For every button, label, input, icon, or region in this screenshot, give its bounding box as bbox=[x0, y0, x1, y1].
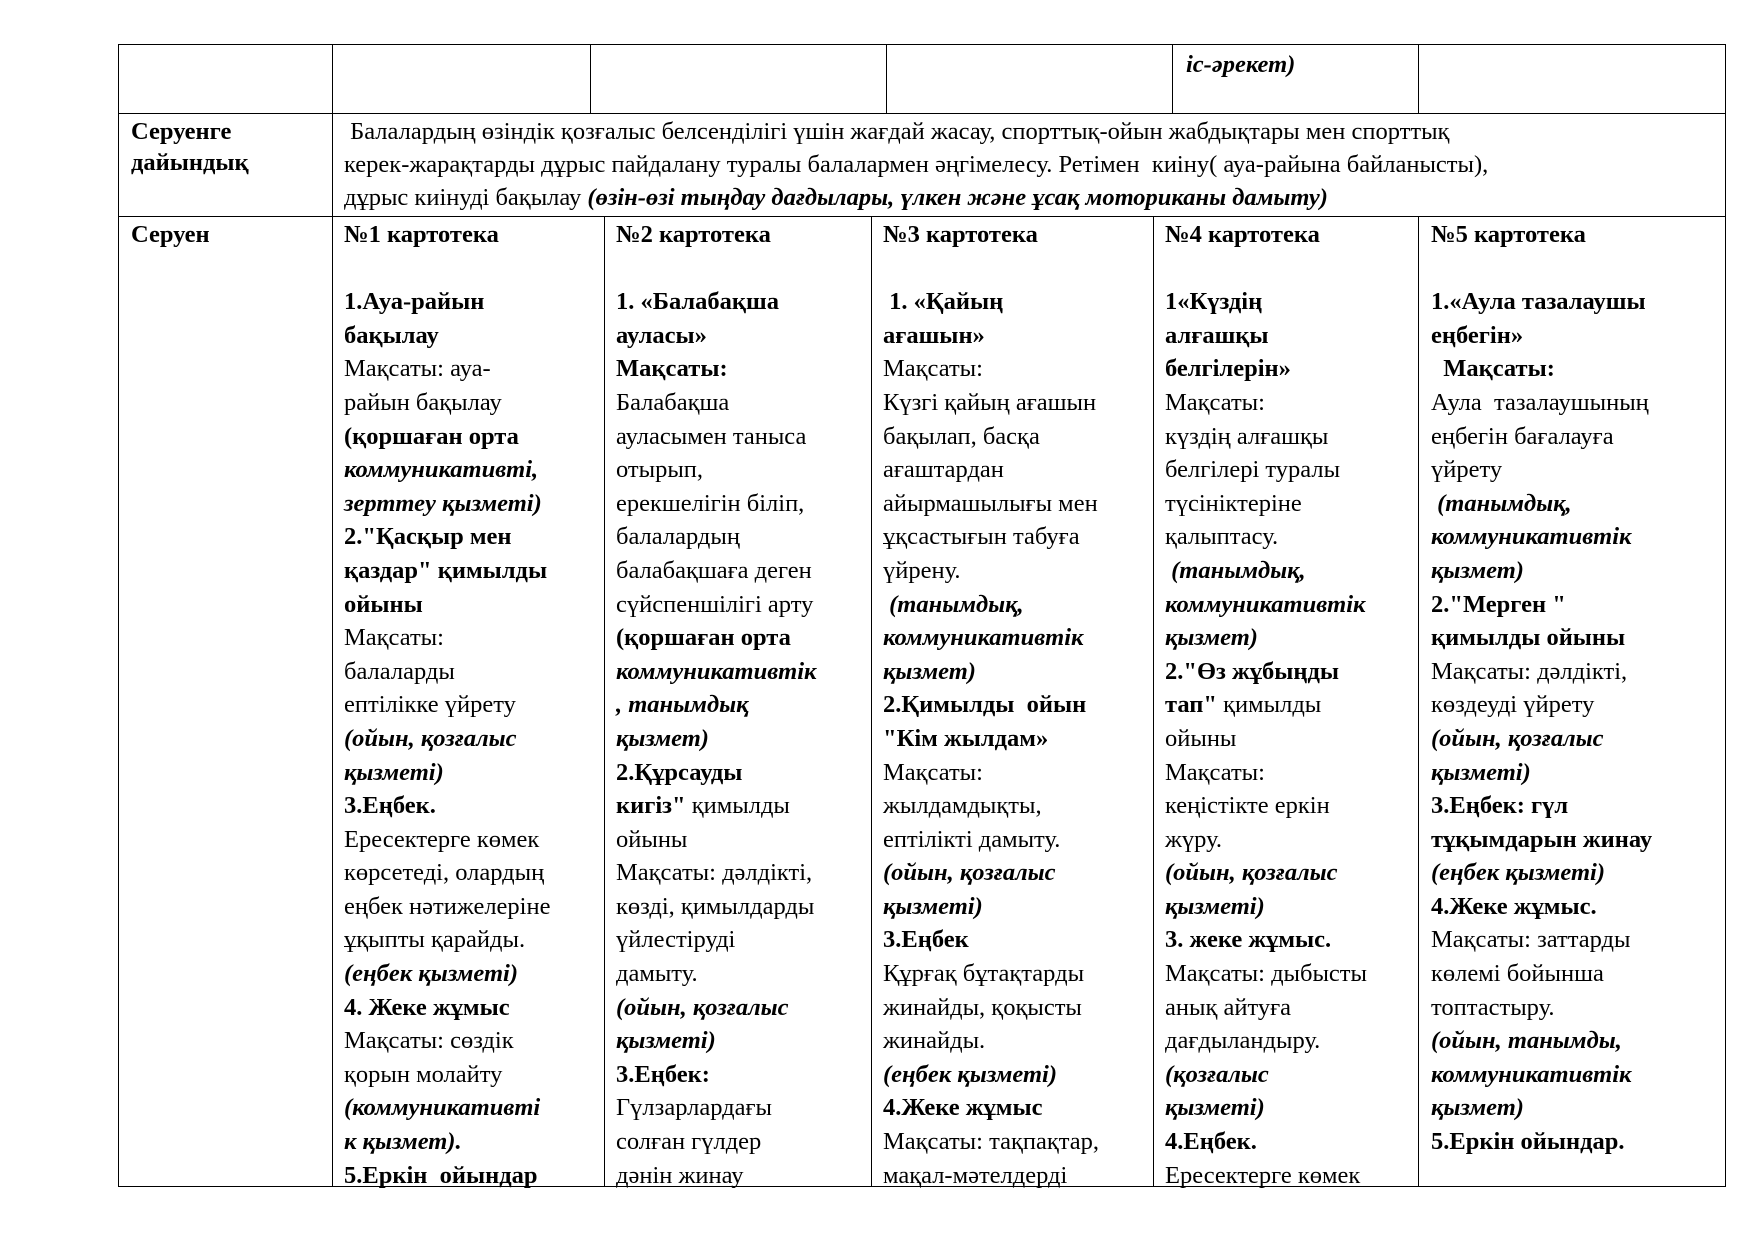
text-line: 1«Күздің bbox=[1165, 288, 1263, 316]
kartoteka-header: №5 картотека bbox=[1431, 221, 1586, 248]
text-line: жинайды, қоқысты bbox=[883, 993, 1082, 1021]
text-line: (коммуникативті bbox=[344, 1094, 541, 1122]
row1-label-line1: Серуенге bbox=[131, 118, 232, 145]
text-line: дағдыландыру. bbox=[1165, 1027, 1321, 1055]
text-line: үйрену. bbox=[883, 556, 961, 584]
row1-text-line1: Балалардың өзіндік қозғалыс белсенділігі үшін жағдай жасау, спорттық-ойын жабдықтары мен спорттық bbox=[344, 118, 1450, 145]
text-line: к қызмет). bbox=[344, 1128, 462, 1156]
blank-line bbox=[1165, 252, 1367, 286]
text-line: коммуникативті, bbox=[344, 456, 539, 484]
text-line: 3. жеке жұмыс. bbox=[1165, 926, 1332, 954]
text-line: 2."Өз жұбыңды bbox=[1165, 657, 1340, 685]
text-line: топтастыру. bbox=[1431, 993, 1555, 1021]
text-line: (ойын, қозғалыс bbox=[1431, 724, 1604, 752]
text-line: 4.Жеке жұмыс. bbox=[1431, 892, 1597, 920]
text-line: мақал-мәтелдерді bbox=[883, 1161, 1068, 1189]
text-line: 2.Қимылды ойын bbox=[883, 691, 1087, 719]
blank-line bbox=[1431, 252, 1652, 286]
text-line: Құрғақ бұтақтарды bbox=[883, 960, 1085, 988]
text-line: 1. «Қайың bbox=[883, 288, 1004, 316]
kartoteka-header: №1 картотека bbox=[344, 221, 499, 248]
text-line: бақылау bbox=[344, 321, 439, 349]
text-line: ойыны bbox=[616, 825, 688, 853]
text-line: Мақсаты: сөздік bbox=[344, 1027, 514, 1055]
row1-text-line2: керек-жарақтарды дұрыс пайдалану туралы балалармен әңгімелесу. Ретімен киіну( ауа-райына байланысты), bbox=[344, 151, 1489, 178]
text-line: (танымдық, bbox=[883, 590, 1024, 618]
text-line: қызметі) bbox=[1165, 892, 1265, 920]
text-line: Гүлзарлардағы bbox=[616, 1094, 772, 1122]
text-line: 1.Ауа-райын bbox=[344, 288, 485, 316]
text-line: коммуникативтік bbox=[883, 624, 1084, 652]
text-line: жүру. bbox=[1165, 825, 1223, 853]
text-line: балаларды bbox=[344, 657, 455, 685]
text-line: 2."Мерген " bbox=[1431, 590, 1566, 618]
text-line: (еңбек қызметі) bbox=[344, 960, 519, 988]
text-line: бақылап, басқа bbox=[883, 422, 1040, 450]
text-line: қызмет) bbox=[1431, 1094, 1524, 1122]
text-line: Мақсаты: bbox=[1165, 388, 1265, 416]
text-line: белгілерін» bbox=[1165, 355, 1291, 383]
blank-line bbox=[883, 252, 1099, 286]
text-line: Мақсаты: тақпақтар, bbox=[883, 1128, 1100, 1156]
text-line: қызметі) bbox=[1431, 758, 1531, 786]
row1-text-line3-emphasis: (өзін-өзі тыңдау дағдылары, үлкен және ұсақ моториканы дамыту) bbox=[587, 184, 1328, 211]
blank-line bbox=[616, 252, 816, 286]
text-line: Мақсаты: bbox=[883, 758, 983, 786]
text-line: қаздар" қимылды bbox=[344, 556, 548, 584]
text-line: айырмашылығы мен bbox=[883, 489, 1098, 517]
text-line: коммуникативтік bbox=[616, 657, 817, 685]
text-line: коммуникативтік bbox=[1431, 1060, 1632, 1088]
kartoteka-header: №3 картотека bbox=[883, 221, 1038, 248]
text-line: Мақсаты: дыбысты bbox=[1165, 960, 1367, 988]
text-line: 3.Еңбек: гүл bbox=[1431, 792, 1569, 820]
text-line: 2."Қасқыр мен bbox=[344, 523, 512, 551]
text-line: алғашқы bbox=[1165, 321, 1269, 349]
text-line: балабақшаға деген bbox=[616, 556, 812, 584]
row1-label-line2: дайындық bbox=[131, 149, 249, 176]
text-line: райын бақылау bbox=[344, 388, 502, 416]
text-line: қимылды ойыны bbox=[1431, 624, 1626, 652]
text-line: (танымдық, bbox=[1165, 556, 1306, 584]
text-line: коммуникативтік bbox=[1431, 523, 1632, 551]
text-line-normal-part: қимылды bbox=[685, 792, 790, 820]
text-line: 2.Құрсауды bbox=[616, 758, 743, 786]
text-line: көзді, қимылдарды bbox=[616, 892, 815, 920]
text-line: ерекшелігін біліп, bbox=[616, 489, 805, 517]
text-line: үйлестіруді bbox=[616, 926, 736, 954]
text-line: Аула тазалаушының bbox=[1431, 388, 1649, 416]
text-line: қызметі) bbox=[883, 892, 983, 920]
text-line: коммуникативтік bbox=[1165, 590, 1366, 618]
text-line: жылдамдықты, bbox=[883, 792, 1042, 820]
text-line bbox=[616, 789, 816, 823]
text-line: ұқыпты қарайды. bbox=[344, 926, 526, 954]
text-line: (ойын, қозғалыс bbox=[344, 724, 517, 752]
text-line: Мақсаты: ауа- bbox=[344, 355, 491, 383]
text-line: отырып, bbox=[616, 456, 704, 484]
text-line: 3.Еңбек. bbox=[344, 792, 436, 820]
text-line: (еңбек қызметі) bbox=[1431, 859, 1606, 887]
text-line: 1.«Аула тазалаушы bbox=[1431, 288, 1646, 316]
text-line: тұқымдарын жинау bbox=[1431, 825, 1653, 853]
text-line: ауласымен таныса bbox=[616, 422, 807, 450]
text-line: қорын молайту bbox=[344, 1060, 503, 1088]
text-line: сүйспеншілігі арту bbox=[616, 590, 814, 618]
kartoteka-header: №2 картотека bbox=[616, 221, 771, 248]
text-line: дәнін жинау bbox=[616, 1161, 744, 1189]
text-line: қалыптасу. bbox=[1165, 523, 1279, 551]
text-line-normal-part: қимылды bbox=[1216, 691, 1322, 719]
text-line: дамыту. bbox=[616, 960, 698, 988]
text-line: қызметі) bbox=[1165, 1094, 1265, 1122]
text-line-bold-part: тап" bbox=[1165, 691, 1217, 719]
text-line: Мақсаты: bbox=[883, 355, 983, 383]
text-line: (танымдық, bbox=[1431, 489, 1572, 517]
text-line-bold-part: кигіз" bbox=[616, 792, 686, 820]
text-line: (ойын, қозғалыс bbox=[1165, 859, 1338, 887]
text-line: Мақсаты: bbox=[344, 624, 444, 652]
text-line: көрсетеді, олардың bbox=[344, 859, 545, 887]
text-line: анық айтуға bbox=[1165, 993, 1292, 1021]
kartoteka-column-4 bbox=[1165, 218, 1367, 1192]
text-line: жинайды. bbox=[883, 1027, 986, 1055]
text-line: Мақсаты: дәлдікті, bbox=[616, 859, 813, 887]
text-line: күздің алғашқы bbox=[1165, 422, 1329, 450]
text-line: еңбегін» bbox=[1431, 321, 1524, 349]
text-line: ойыны bbox=[1165, 724, 1237, 752]
row0-col4-text: іс-әрекет) bbox=[1186, 51, 1296, 78]
text-line: (ойын, қозғалыс bbox=[616, 993, 789, 1021]
text-line: ауласы» bbox=[616, 321, 707, 349]
text-line: "Кім жылдам» bbox=[883, 724, 1049, 752]
text-line: ағашын» bbox=[883, 321, 985, 349]
text-line: балалардың bbox=[616, 523, 740, 551]
text-line: көздеуді үйрету bbox=[1431, 691, 1595, 719]
text-line: (еңбек қызметі) bbox=[883, 1060, 1058, 1088]
text-line: Күзгі қайың ағашын bbox=[883, 388, 1097, 416]
text-line: 5.Еркін ойындар. bbox=[1431, 1128, 1625, 1156]
kartoteka-column-2 bbox=[616, 218, 816, 1192]
row1-text-line3-normal: дұрыс киінуді бақылау bbox=[344, 184, 588, 211]
text-line: қызмет) bbox=[616, 724, 709, 752]
kartoteka-column-3 bbox=[883, 218, 1099, 1192]
text-line: қызмет) bbox=[1165, 624, 1258, 652]
text-line: (ойын, танымды, bbox=[1431, 1027, 1622, 1055]
text-line: 1. «Балабақша bbox=[616, 288, 779, 316]
row2-label: Серуен bbox=[131, 221, 210, 248]
kartoteka-column-5 bbox=[1431, 218, 1652, 1159]
text-line: солған гүлдер bbox=[616, 1128, 762, 1156]
kartoteka-header: №4 картотека bbox=[1165, 221, 1320, 248]
text-line: Балабақша bbox=[616, 388, 730, 416]
text-line: (қозғалыс bbox=[1165, 1060, 1269, 1088]
text-line: еңбек нәтижелеріне bbox=[344, 892, 551, 920]
text-line: қызмет) bbox=[1431, 556, 1524, 584]
kartoteka-column-1 bbox=[344, 218, 550, 1192]
text-line: Ересектерге көмек bbox=[1165, 1161, 1361, 1189]
text-line: 3.Еңбек: bbox=[616, 1060, 710, 1088]
text-line: Мақсаты: заттарды bbox=[1431, 926, 1631, 954]
text-line: қызмет) bbox=[883, 657, 976, 685]
text-line: 4.Еңбек. bbox=[1165, 1128, 1257, 1156]
text-line: , танымдық bbox=[616, 691, 749, 719]
text-line: еңбегін бағалауға bbox=[1431, 422, 1614, 450]
text-line: (ойын, қозғалыс bbox=[883, 859, 1056, 887]
text-line: қызметі) bbox=[344, 758, 444, 786]
text-line: зерттеу қызметі) bbox=[344, 489, 542, 517]
text-line: көлемі бойынша bbox=[1431, 960, 1604, 988]
blank-line bbox=[344, 252, 550, 286]
text-line: қызметі) bbox=[616, 1027, 716, 1055]
text-line: Мақсаты: bbox=[1431, 355, 1555, 383]
text-line: Мақсаты: bbox=[616, 355, 728, 383]
text-line: (қоршаған орта bbox=[616, 624, 791, 652]
text-line: кеңістікте еркін bbox=[1165, 792, 1330, 820]
text-line: ұқсастығын табуға bbox=[883, 523, 1080, 551]
text-line: (қоршаған орта bbox=[344, 422, 519, 450]
text-line: 4.Жеке жұмыс bbox=[883, 1094, 1043, 1122]
text-line: 3.Еңбек bbox=[883, 926, 969, 954]
text-line: ойыны bbox=[344, 590, 423, 618]
row1-text-line3 bbox=[344, 183, 1328, 213]
text-line: Мақсаты: bbox=[1165, 758, 1265, 786]
text-line: Мақсаты: дәлдікті, bbox=[1431, 657, 1628, 685]
text-line: үйрету bbox=[1431, 456, 1503, 484]
text-line: ағаштардан bbox=[883, 456, 1004, 484]
text-line: 5.Еркін ойындар bbox=[344, 1161, 538, 1189]
text-line: 4. Жеке жұмыс bbox=[344, 993, 510, 1021]
text-line: ептілікке үйрету bbox=[344, 691, 516, 719]
text-line bbox=[1165, 688, 1367, 722]
text-line: Ересектерге көмек bbox=[344, 825, 540, 853]
text-line: түсініктеріне bbox=[1165, 489, 1302, 517]
text-line: белгілері туралы bbox=[1165, 456, 1341, 484]
text-line: ептілікті дамыту. bbox=[883, 825, 1061, 853]
